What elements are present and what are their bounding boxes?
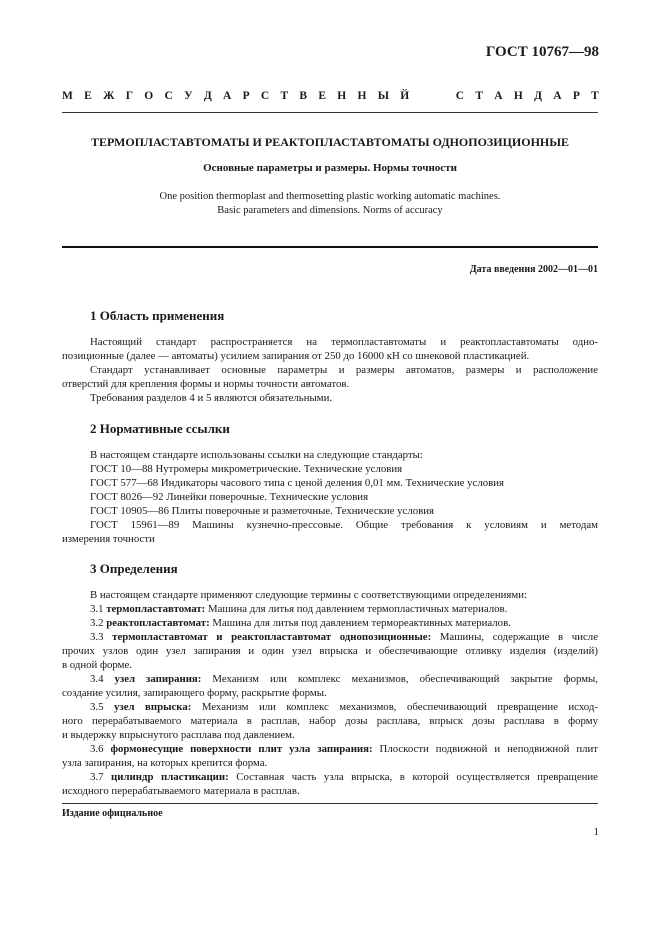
- def-term: узел впрыска:: [113, 701, 192, 713]
- heading-letter: Н: [357, 90, 367, 102]
- heading-letter: Р: [572, 90, 580, 102]
- heading-letter: Ы: [377, 90, 389, 102]
- definition-3-7-line-2: исходного перерабатываемого материала в расплав.: [62, 785, 300, 797]
- def-term: узел запирания:: [114, 673, 202, 685]
- heading-letter: А: [553, 90, 562, 102]
- s1-line-3: Стандарт устанавливает основные параметры и размеры автоматов, размеры и расположение: [90, 364, 598, 376]
- s2-line-1: В настоящем стандарте использованы ссылки на следующие стандарты:: [90, 449, 423, 461]
- heading-letter: Г: [125, 90, 134, 102]
- heading-letter: У: [184, 90, 193, 102]
- document-title: ТЕРМОПЛАСТАВТОМАТЫ И РЕАКТОПЛАСТАВТОМАТЫ ОДНОПОЗИЦИОННЫЕ: [90, 135, 570, 149]
- heading-letter: Й: [400, 90, 410, 102]
- heading-letter: А: [494, 90, 503, 102]
- definition-3-1: [90, 603, 598, 617]
- heading-letter: С: [260, 90, 270, 102]
- gost-code: ГОСТ 10767—98: [485, 44, 599, 60]
- heading-letter: Н: [337, 90, 347, 102]
- heading-letter: Т: [591, 90, 599, 102]
- heading-letter: Р: [242, 90, 250, 102]
- def-text: Механизм или комплекс механизмов, обеспечивающий превращение исход-: [191, 701, 598, 713]
- section-1-heading: 1 Область применения: [90, 308, 225, 323]
- standard-type-heading: [62, 90, 599, 102]
- definition-3-6: [90, 743, 598, 757]
- heading-letter: Е: [84, 90, 92, 102]
- def-term: термопластавтомат и реактопластавтомат однопозиционные:: [112, 631, 432, 643]
- heading-letter: Т: [475, 90, 483, 102]
- s2-ref-1: ГОСТ 10—88 Нутромеры микрометрические. Технические условия: [90, 463, 403, 475]
- s1-line-1: Настоящий стандарт распространяется на термопластавтоматы и реактопластавтоматы одно-: [90, 336, 598, 348]
- english-title: [62, 190, 598, 218]
- definition-3-5: [90, 701, 598, 715]
- def-term: формонесущие поверхности плит узла запирания:: [110, 743, 373, 755]
- heading-letter: Ж: [103, 90, 115, 102]
- def-text: Машины, содержащие в числе: [431, 631, 598, 643]
- definition-3-7: [90, 771, 598, 785]
- footer-divider: [62, 803, 598, 804]
- s1-line-5: Требования разделов 4 и 5 являются обязательными.: [90, 392, 333, 404]
- section-3-heading: 3 Определения: [90, 561, 178, 576]
- document-subtitle: Основные параметры и размеры. Нормы точности: [203, 162, 457, 174]
- heading-letter: В: [299, 90, 308, 102]
- definition-3-3-line-2: прочих узлов один узел запирания и один узел впрыска и обеспечивающие отливку изделия (изделий): [62, 645, 598, 657]
- definition-3-4: [90, 673, 598, 687]
- def-num: 3.3: [90, 631, 113, 643]
- heading-letter: Д: [203, 90, 212, 102]
- definition-3-6-line-2: узла запирания, на которых крепится форма.: [62, 757, 268, 769]
- heading-letter: Н: [513, 90, 523, 102]
- def-term: термопластавтомат:: [106, 603, 206, 615]
- heading-letter: О: [144, 90, 154, 102]
- heading-letter: С: [164, 90, 173, 102]
- heading-letter: Т: [280, 90, 289, 102]
- def-num: 3.2: [90, 617, 107, 629]
- heading-letter: М: [62, 90, 73, 102]
- def-num: 3.6: [90, 743, 111, 755]
- definition-3-2: [90, 617, 598, 631]
- heading-word-gap: [420, 90, 444, 102]
- s2-ref-4: ГОСТ 10905—86 Плиты поверочные и разметочные. Технические условия: [90, 505, 434, 517]
- def-num: 3.4: [90, 673, 115, 685]
- s2-ref-5: ГОСТ 15961—89 Машины кузнечно-прессовые. Общие требования к условиям и методам: [90, 519, 598, 531]
- section-2-heading: 2 Нормативные ссылки: [90, 421, 230, 436]
- def-term: цилиндр пластикации:: [111, 771, 229, 783]
- def-text: Машина для литья под давлением термопластичных материалов.: [205, 603, 508, 615]
- definition-3-3-line-3: в одной форме.: [62, 659, 132, 671]
- title-divider: [62, 246, 598, 248]
- s1-line-2: позиционные (далее — автоматы) усилием запирания от 250 до 16000 кН со шнековой пластикацией.: [62, 350, 530, 362]
- heading-letter: А: [223, 90, 232, 102]
- intro-date: Дата введения 2002—01—01: [469, 264, 598, 275]
- definition-3-4-line-2: создание усилия, запирающего форму, раскрытие формы.: [62, 687, 327, 699]
- definition-3-5-line-2: ного перерабатываемого материала в расплав, набор дозы расплава, впрыск дозы расплава в форму: [62, 715, 598, 727]
- def-text: Машина для литья под давлением термореактивных материалов.: [209, 617, 511, 629]
- english-title-line-1: One position thermoplast and thermosetting plastic working automatic machines.: [159, 191, 501, 202]
- def-num: 3.5: [90, 701, 114, 713]
- heading-letter: Д: [534, 90, 542, 102]
- page-number: 1: [593, 826, 599, 838]
- def-text: Составная часть узла впрыска, в которой осуществляется превращение: [228, 771, 598, 783]
- def-term: реактопластавтомат:: [106, 617, 210, 629]
- s2-ref-2: ГОСТ 577—68 Индикаторы часового типа с ценой деления 0,01 мм. Технические условия: [90, 477, 504, 489]
- def-num: 3.7: [90, 771, 112, 783]
- english-title-line-2: Basic parameters and dimensions. Norms of accuracy: [217, 205, 443, 216]
- def-num: 3.1: [90, 603, 107, 615]
- s3-line-1: В настоящем стандарте применяют следующие термины с соответствующими определениями:: [90, 589, 527, 601]
- s2-ref-5-cont: измерения точности: [62, 533, 155, 545]
- def-text: Плоскости подвижной и неподвижной плит: [372, 743, 598, 755]
- s1-line-4: отверстий для крепления формы и нормы точности автоматов.: [62, 378, 350, 390]
- s2-ref-3: ГОСТ 8026—92 Линейки поверочные. Технические условия: [90, 491, 369, 503]
- top-divider: [62, 112, 598, 113]
- heading-letter: С: [455, 90, 465, 102]
- def-text: Механизм или комплекс механизмов, обеспечивающий закрытие формы,: [201, 673, 598, 685]
- definition-3-3: [90, 631, 598, 645]
- heading-letter: Е: [318, 90, 326, 102]
- edition-note: Издание официальное: [62, 808, 163, 819]
- definition-3-5-line-3: и выдержку впрыснутого расплава под давлением.: [62, 729, 295, 741]
